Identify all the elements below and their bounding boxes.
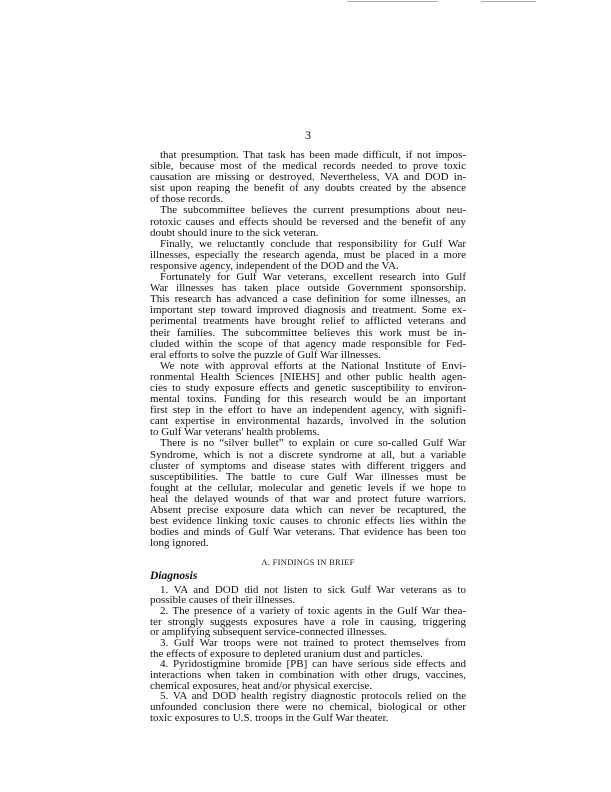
- text-line: 4. Pyridostigmine bromide [PB] can have serious side effects and: [160, 658, 466, 671]
- text-line: to Gulf War veterans' health problems.: [150, 426, 320, 439]
- body-text: [150, 150, 466, 724]
- text-line: 5. VA and DOD health registry diagnostic protocols relied on the: [160, 690, 466, 703]
- text-line: We note with approval efforts at the National Institute of Envi-: [160, 359, 466, 372]
- text-line: mental toxins. Funding for this research would be an important: [150, 393, 466, 406]
- text-line: bodies and minds of Gulf War veterans. That evidence has been too: [150, 526, 466, 539]
- text-line: responsive agency, independent of the DOD and the VA.: [150, 259, 399, 272]
- text-line: chemical exposures, heat and/or physical exercise.: [150, 679, 373, 692]
- page-number: 3: [305, 128, 311, 142]
- text-line: interactions when taken in combination with other drugs, vaccines,: [150, 669, 466, 682]
- finding-item: [150, 691, 466, 723]
- text-line: or amplifying subsequent service-connected illnesses.: [150, 626, 387, 639]
- finding-item: [150, 606, 466, 638]
- text-line: cies to study exposure effects and genetic susceptibility to environ-: [150, 381, 466, 394]
- finding-item: [150, 659, 466, 691]
- paragraph: [150, 205, 466, 238]
- text-line: ronmental Health Sciences [NIEHS] and other public health agen-: [150, 370, 466, 383]
- text-line: long ignored.: [150, 537, 209, 550]
- text-line: possible causes of their illnesses.: [150, 594, 296, 607]
- top-rule-right: [481, 1, 536, 2]
- text-line: 1. VA and DOD did not listen to sick Gulf War veterans as to: [160, 583, 466, 596]
- text-line: doubt should inure to the sick veteran.: [150, 226, 319, 239]
- text-line: cluster of symptoms and disease states with different triggers and: [150, 459, 466, 472]
- text-line: rotoxic causes and effects should be reversed and the benefit of any: [150, 215, 466, 228]
- paragraph: [150, 239, 466, 272]
- text-line: Syndrome, which is not a discrete syndrome at all, but a variable: [150, 448, 466, 461]
- text-line: cant expertise in environmental hazards, involved in the solution: [150, 415, 466, 428]
- text-line: 2. The presence of a variety of toxic agents in the Gulf War thea-: [160, 604, 466, 617]
- text-line: War illnesses has taken place outside Government sponsorship.: [150, 282, 466, 295]
- paragraph: [150, 361, 466, 439]
- text-line: cluded within the scope of that agency made responsible for Fed-: [150, 337, 466, 350]
- findings-list: [150, 585, 466, 724]
- text-line: Finally, we reluctantly conclude that responsibility for Gulf War: [160, 237, 466, 250]
- text-line: fought at the cellular, molecular and genetic levels if we hope to: [150, 481, 466, 494]
- text-line: Absent precise exposure data which can never be recaptured, the: [150, 504, 466, 516]
- finding-item: [150, 638, 466, 659]
- text-line: illnesses, especially the research agenda, must be placed in a more: [150, 248, 466, 261]
- text-line: unfounded conclusion there were no chemical, biological or other: [150, 701, 466, 714]
- text-line: The subcommittee believes the current presumptions about neu-: [160, 204, 466, 217]
- section-heading: A. FINDINGS IN BRIEF: [261, 557, 355, 568]
- text-line: first step in the effort to have an independent agency, with signifi-: [150, 404, 466, 417]
- text-line: that presumption. That task has been made difficult, if not impos-: [160, 149, 466, 161]
- finding-item: [150, 585, 466, 606]
- text-line: ter strongly suggests exposures have a role in causing, triggering: [150, 615, 466, 628]
- text-line: toxic exposures to U.S. troops in the Gulf War theater.: [150, 711, 389, 724]
- text-line: This research has advanced a case definition for some illnesses, an: [150, 293, 466, 306]
- text-line: important step toward improved diagnosis and treatment. Some ex-: [150, 304, 466, 317]
- paragraph: [150, 150, 466, 205]
- text-line: sist upon reaping the benefit of any doubts created by the absence: [150, 182, 466, 195]
- text-line: of those records.: [150, 193, 224, 206]
- text-line: susceptibilities. The battle to cure Gulf War illnesses must be: [150, 470, 466, 483]
- paragraph: [150, 272, 466, 361]
- top-rule-left: [347, 1, 438, 2]
- text-line: the effects of exposure to depleted uranium dust and particles.: [150, 647, 423, 660]
- text-line: There is no “silver bullet” to explain or cure so-called Gulf War: [160, 437, 466, 450]
- text-line: their families. The subcommittee believes this work must be in-: [150, 326, 466, 339]
- text-line: causation are missing or destroyed. Nevertheless, VA and DOD in-: [150, 171, 466, 184]
- subheading: Diagnosis: [150, 570, 198, 583]
- text-line: 3. Gulf War troops were not trained to protect themselves from: [160, 637, 466, 649]
- text-line: perimental treatments have brought relief to afflicted veterans and: [150, 315, 466, 328]
- paragraphs: [150, 150, 466, 549]
- text-line: Fortunately for Gulf War veterans, excellent research into Gulf: [160, 271, 466, 284]
- text-line: heal the delayed wounds of that war and protect future warriors.: [150, 492, 466, 505]
- text-line: best evidence linking toxic causes to chronic effects lies within the: [150, 515, 466, 528]
- text-line: sible, because most of the medical records needed to prove toxic: [150, 160, 466, 173]
- paragraph: [150, 438, 466, 549]
- text-line: eral efforts to solve the puzzle of Gulf War illnesses.: [150, 348, 381, 361]
